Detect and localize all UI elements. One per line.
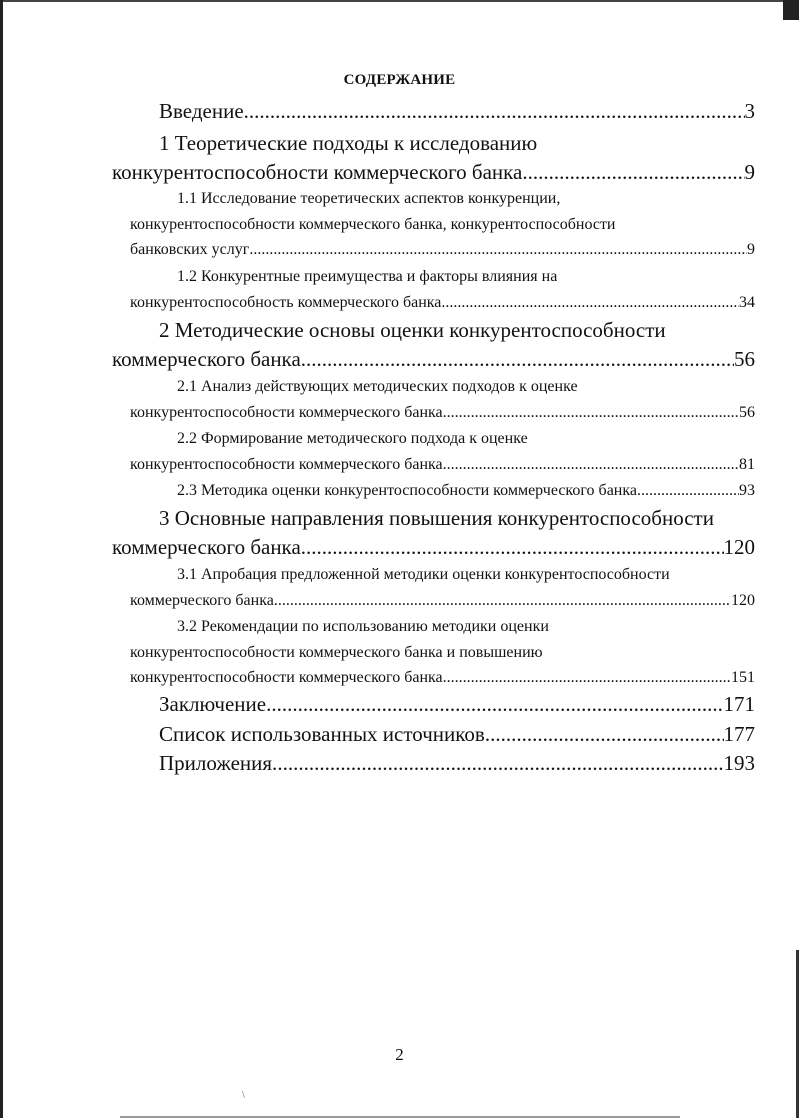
toc-entry-chapter-3[interactable]: коммерческого банка. ..... 120 <box>112 535 755 560</box>
toc-section-1-2-line-1[interactable]: 1.2 Конкурентные преимущества и факторы влияния на <box>177 268 558 285</box>
page-number: 2 <box>395 1045 404 1064</box>
toc-section-2-1-line-1[interactable]: 2.1 Анализ действующих методических подходов к оценке <box>177 378 578 395</box>
toc-entry-section-3-1[interactable]: коммерческого банка ..... 120 <box>130 592 755 610</box>
toc-entry-section-1-2[interactable]: конкурентоспособность коммерческого банка ..... 34 <box>130 294 755 312</box>
scan-edge-top <box>0 0 799 2</box>
page-title: СОДЕРЖАНИЕ <box>343 72 456 88</box>
toc-chapter-1-line-1[interactable]: 1 Теоретические подходы к исследованию <box>159 131 538 155</box>
toc-entry-chapter-2[interactable]: коммерческого банка ..... 56 <box>112 347 755 372</box>
toc-entry-chapter-1[interactable]: конкурентоспособности коммерческого банка. ..... 9 <box>112 160 755 185</box>
scan-edge-left <box>0 0 3 1118</box>
stray-mark: \ <box>242 1090 245 1101</box>
toc-section-1-1-line-1[interactable]: 1.1 Исследование теоретических аспектов конкуренции, <box>177 190 561 207</box>
toc-entry-section-2-2[interactable]: конкурентоспособности коммерческого банка. ..... 81 <box>130 456 755 474</box>
toc-section-3-2-line-1[interactable]: 3.2 Рекомендации по использованию методики оценки <box>177 618 549 635</box>
toc-entry-section-2-3[interactable]: 2.3 Методика оценки конкурентоспособности коммерческого банка ..... 93 <box>177 482 755 500</box>
toc-section-3-1-line-1[interactable]: 3.1 Апробация предложенной методики оценки конкурентоспособности <box>177 566 670 583</box>
toc-entry-section-2-1[interactable]: конкурентоспособности коммерческого банка ..... 56 <box>130 404 755 422</box>
toc-section-3-2-line-2[interactable]: конкурентоспособности коммерческого банка и повышению <box>130 644 543 661</box>
toc-entry-sources[interactable]: Список использованных источников ..... 177 <box>159 722 755 747</box>
toc-section-2-2-line-1[interactable]: 2.2 Формирование методического подхода к оценке <box>177 430 528 447</box>
toc-entry-section-1-1[interactable]: банковских услуг ..... 9 <box>130 241 755 259</box>
toc-entry-section-3-2[interactable]: конкурентоспособности коммерческого банка. ..... 151 <box>130 669 755 687</box>
scan-corner <box>783 0 799 20</box>
toc-entry-appendix[interactable]: Приложения. ..... 193 <box>159 751 755 776</box>
toc-entry-intro[interactable]: Введение ..... 3 <box>159 99 755 124</box>
toc-chapter-2-line-1[interactable]: 2 Методические основы оценки конкурентоспособности <box>159 318 666 342</box>
toc-entry-conclusion[interactable]: Заключение. ..... 171 <box>159 692 755 717</box>
toc-section-1-1-line-2[interactable]: конкурентоспособности коммерческого банка, конкурентоспособности <box>130 216 616 233</box>
toc-chapter-3-line-1[interactable]: 3 Основные направления повышения конкурентоспособности <box>159 506 714 530</box>
